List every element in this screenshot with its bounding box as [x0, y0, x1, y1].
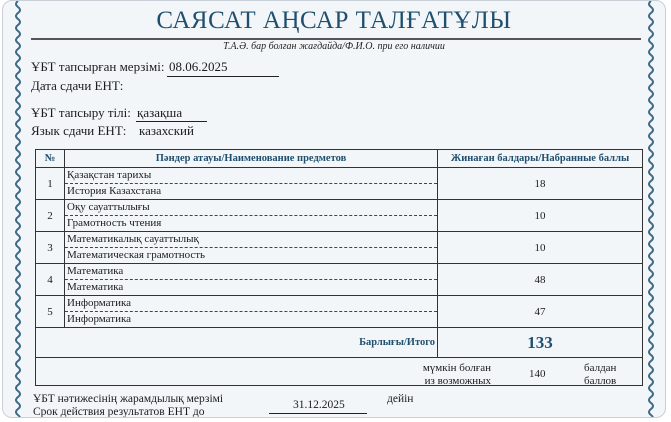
table-row [36, 168, 643, 200]
exam-language-label-ru: Язык сдачи ЕНТ: [31, 123, 127, 138]
points-label-kz: балдан [584, 362, 617, 374]
possible-label [403, 362, 491, 388]
validity-label-ru: Срок действия результатов ЕНТ до [33, 406, 205, 418]
table-row [36, 232, 643, 264]
total-label: Барлығы/Итого [36, 328, 438, 358]
validity-underline [269, 413, 367, 414]
table-header-row [36, 150, 643, 168]
row-subject [65, 200, 438, 232]
row-num: 3 [36, 232, 65, 264]
subject-ru: История Казахстана [67, 185, 162, 197]
decorative-border-right [647, 1, 655, 418]
possible-label-ru: из возможных [424, 375, 491, 387]
possible-value: 140 [529, 368, 546, 380]
header-num: № [36, 150, 65, 168]
row-num: 2 [36, 200, 65, 232]
row-num: 1 [36, 168, 65, 200]
subject-kz: Информатика [65, 296, 437, 312]
header-subject: Пәндер атауы/Наименование предметов [65, 150, 438, 168]
table-row [36, 296, 643, 328]
table-row [36, 264, 643, 296]
row-score: 47 [438, 296, 643, 328]
header-score: Жинаған балдары/Набранные баллы [438, 150, 643, 168]
subject-ru: Информатика [67, 313, 132, 325]
table-row [36, 200, 643, 232]
subject-kz: Математикалық сауаттылық [65, 232, 437, 248]
exam-date-label-ru: Дата сдачи ЕНТ: [31, 78, 124, 93]
possible-row [36, 358, 643, 386]
row-score: 10 [438, 200, 643, 232]
row-num: 5 [36, 296, 65, 328]
student-name: САЯСАТ АҢСАР ТАЛҒАТҰЛЫ [156, 7, 512, 34]
subject-kz: Математика [65, 264, 437, 280]
exam-language-underline [136, 121, 207, 122]
exam-language-label-kz: ҰБТ тапсыру тілі: [31, 105, 131, 120]
row-score: 18 [438, 168, 643, 200]
validity-suffix: дейін [387, 393, 414, 405]
ent-certificate [2, 0, 666, 418]
row-subject [65, 232, 438, 264]
subject-kz: Қазақстан тарихы [65, 168, 437, 184]
row-subject [65, 296, 438, 328]
subject-ru: Математическая грамотность [67, 249, 206, 261]
row-score: 48 [438, 264, 643, 296]
possible-label-kz: мүмкін болған [422, 362, 491, 374]
possible-cell [36, 358, 643, 386]
subject-ru: Математика [67, 281, 124, 293]
exam-language-value-ru: казахский [139, 123, 194, 138]
row-subject [65, 264, 438, 296]
subject-ru: Грамотность чтения [67, 217, 162, 229]
exam-date-value: 08.06.2025 [169, 59, 228, 74]
subject-kz: Оқу сауаттылығы [65, 200, 437, 216]
exam-date-label-kz: ҰБТ тапсырған мерзімі: [31, 59, 165, 74]
title-divider [31, 38, 641, 40]
points-label [584, 362, 616, 388]
row-score: 10 [438, 232, 643, 264]
validity-date: 31.12.2025 [293, 399, 345, 411]
exam-date-underline [167, 76, 279, 77]
points-label-ru: баллов [584, 375, 617, 387]
decorative-border-left [14, 1, 22, 418]
total-row [36, 328, 643, 358]
name-caption: Т.А.Ә. бар болған жағдайда/Ф.И.О. при его наличии [223, 41, 445, 52]
total-value: 133 [438, 328, 643, 358]
row-subject [65, 168, 438, 200]
exam-language-value-kz: қазақша [137, 105, 183, 120]
validity-label-kz: ҰБТ нәтижесінің жарамдылық мерзімі [33, 393, 224, 405]
row-num: 4 [36, 264, 65, 296]
scores-table [35, 149, 643, 386]
